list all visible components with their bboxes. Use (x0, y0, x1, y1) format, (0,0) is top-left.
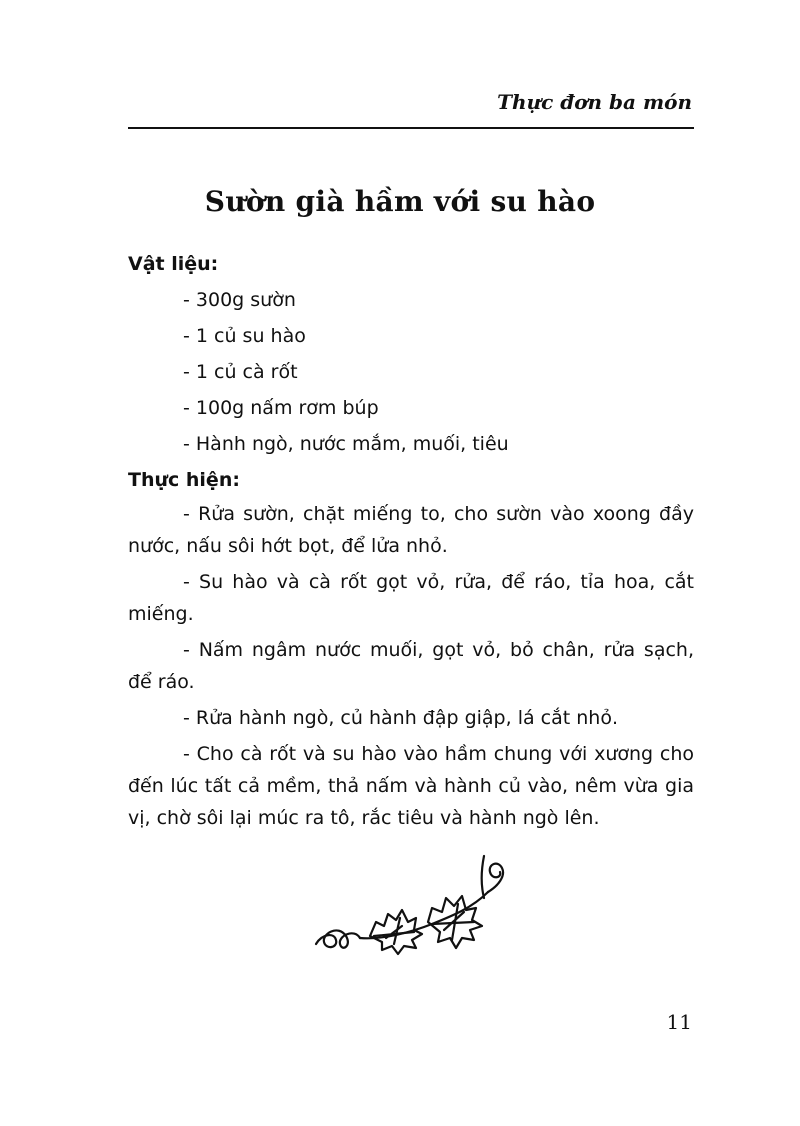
running-header: Thực đơn ba món (497, 90, 692, 114)
steps-list (128, 498, 694, 834)
header-rule (128, 127, 694, 129)
ingredient-item: - 100g nấm rơm búp (183, 397, 379, 419)
step-paragraph: - Rửa hành ngò, củ hành đập giập, lá cắt nhỏ. (183, 707, 618, 729)
recipe-title: Sườn già hầm với su hào (204, 185, 596, 218)
vine-leaf-ornament (312, 852, 512, 962)
page-number: 11 (666, 1010, 692, 1034)
step-paragraph: - Su hào và cà rốt gọt vỏ, rửa, để ráo, tỉa hoa, cắt miếng. (128, 571, 694, 625)
recipe-body (128, 246, 694, 838)
ingredient-item: - 1 củ su hào (183, 325, 306, 347)
ingredient-item: - 300g sườn (183, 289, 296, 311)
ingredient-item: - 1 củ cà rốt (183, 361, 298, 383)
ingredients-list (128, 282, 694, 462)
ingredient-item: - Hành ngò, nước mắm, muối, tiêu (183, 433, 509, 455)
ingredients-heading: Vật liệu: (128, 253, 219, 275)
steps-heading: Thực hiện: (128, 469, 240, 491)
step-paragraph: - Rửa sườn, chặt miếng to, cho sườn vào xoong đầy nước, nấu sôi hớt bọt, để lửa nhỏ. (128, 503, 694, 557)
step-paragraph: - Cho cà rốt và su hào vào hầm chung với xương cho đến lúc tất cả mềm, thả nấm và hành củ vào, nêm vừa gia vị, chờ sôi lại múc ra tô, rắc tiêu và hành ngò lên. (128, 743, 694, 829)
step-paragraph: - Nấm ngâm nước muối, gọt vỏ, bỏ chân, rửa sạch, để ráo. (128, 639, 694, 693)
